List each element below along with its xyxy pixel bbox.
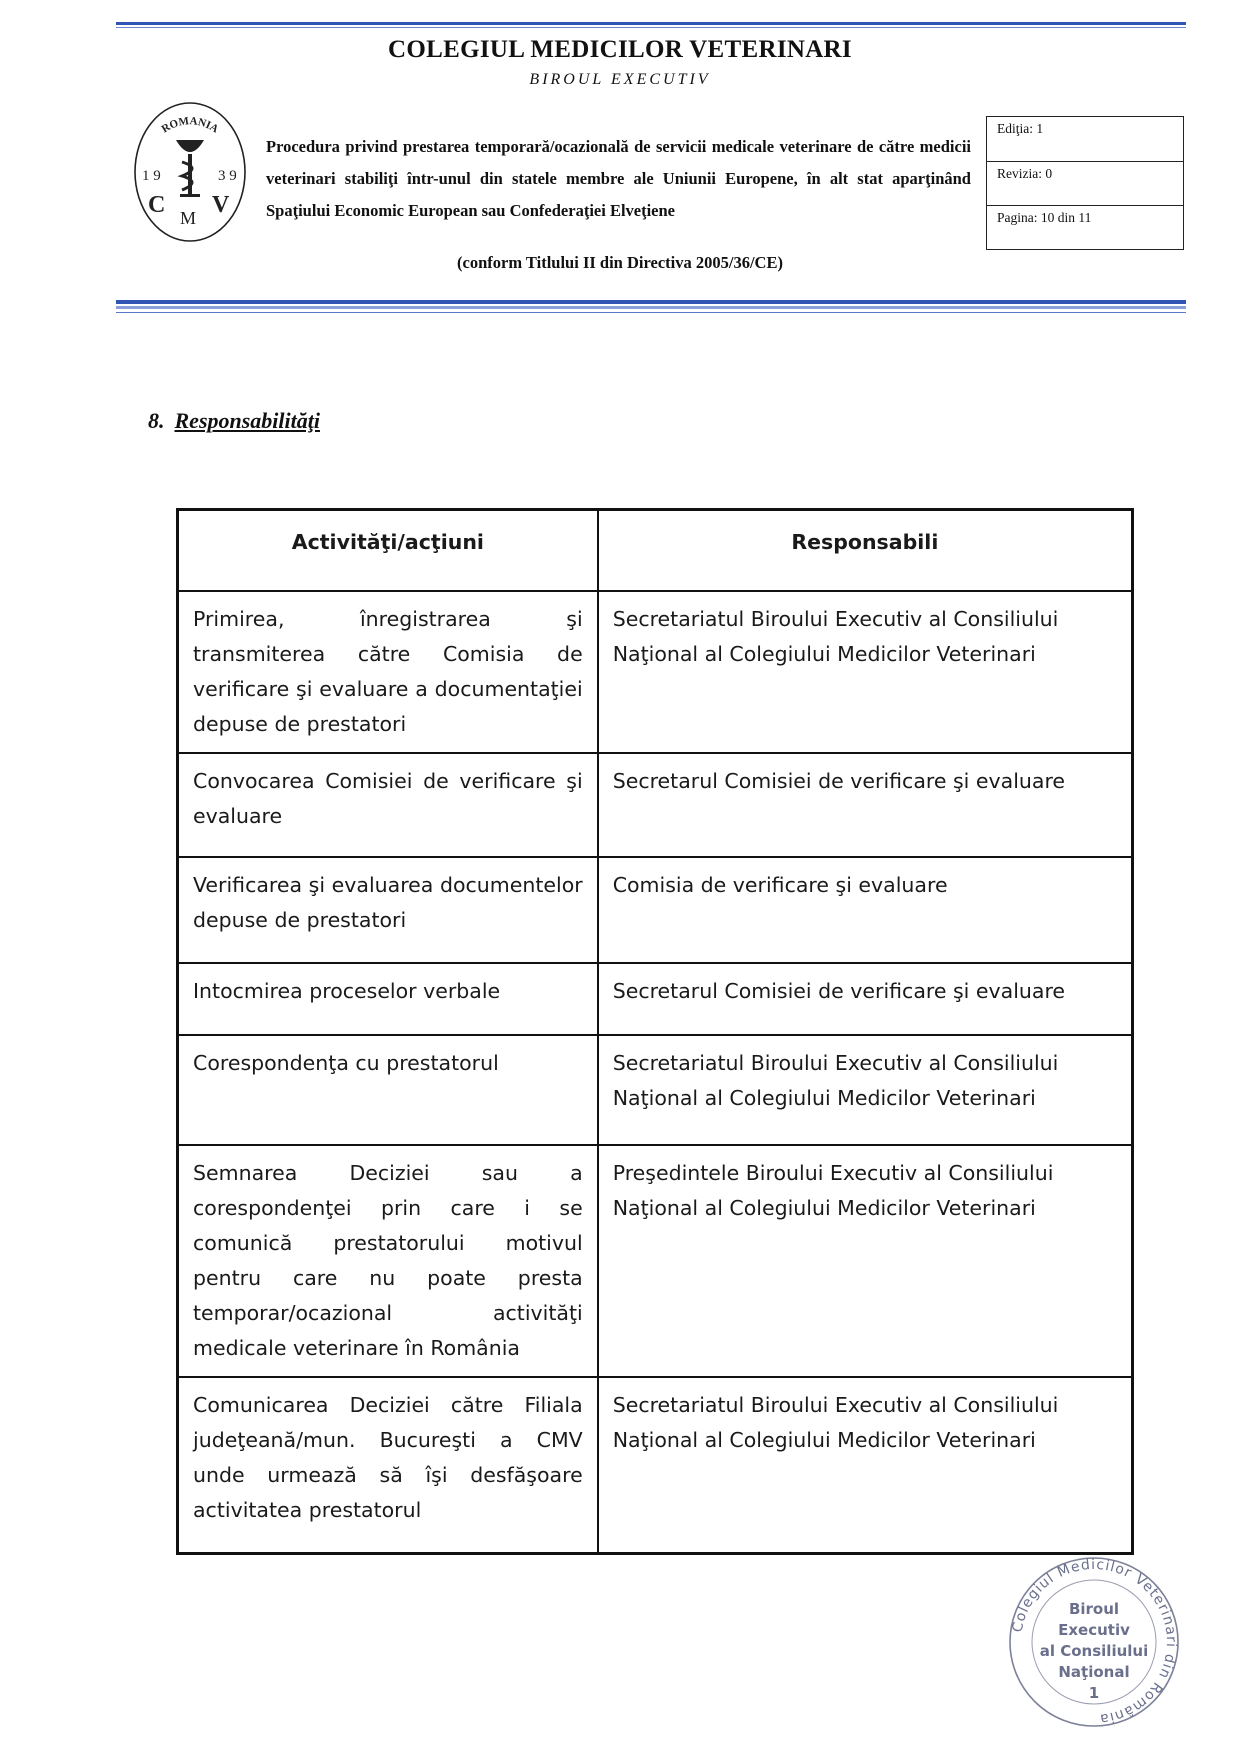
section-heading [148, 408, 320, 434]
stamp-line2: Executiv [1058, 1621, 1130, 1639]
revision-value: Revizia: 0 [987, 161, 1183, 205]
responsible-cell: Secretarul Comisiei de verificare şi evaluare [598, 963, 1133, 1035]
edition-box [986, 116, 1184, 250]
table-row [178, 591, 1133, 753]
responsible-cell: Secretariatul Biroului Executiv al Consiliului Naţional al Colegiului Medicilor Veterinari [598, 1035, 1133, 1145]
header-bottom-rule-3 [116, 312, 1186, 313]
responsible-cell: Preşedintele Biroului Executiv al Consiliului Naţional al Colegiului Medicilor Veterinari [598, 1145, 1133, 1377]
logo-letter-c: C [148, 192, 166, 218]
activity-cell: Corespondenţa cu prestatorul [178, 1035, 598, 1145]
activity-cell: Verificarea şi evaluarea documentelor depuse de prestatori [178, 857, 598, 963]
table-row [178, 1377, 1133, 1553]
header-bottom-rule-2 [116, 306, 1186, 309]
activity-cell: Comunicarea Deciziei către Filiala judeţeană/mun. Bucureşti a CMV unde urmează să îşi desfăşoare activitatea prestatorul [178, 1377, 598, 1553]
official-stamp [1004, 1552, 1184, 1732]
procedure-title: Procedura privind prestarea temporară/ocazională de servicii medicale veterinare de către medicii veterinari stabiliţi într-unul din statele membre ale Uniunii Europene, în alt stat aparţinând Spaţiului Economic European sau Confederaţiei Elveţiene [266, 137, 971, 220]
logo-letter-v: V [212, 192, 230, 218]
activity-cell: Primirea, înregistrarea şi transmiterea către Comisia de verificare şi evaluare a documentaţiei depuse de prestatori [178, 591, 598, 753]
responsible-cell: Secretarul Comisiei de verificare şi evaluare [598, 753, 1133, 857]
section-title: Responsabilităţi [174, 408, 320, 433]
responsibilities-table [176, 508, 1134, 1555]
cup-serpent-icon [176, 140, 204, 197]
responsible-cell: Comisia de verificare şi evaluare [598, 857, 1133, 963]
stamp-line4: Naţional [1058, 1663, 1130, 1681]
activity-cell: Convocarea Comisiei de verificare şi evaluare [178, 753, 598, 857]
responsible-cell: Secretariatul Biroului Executiv al Consiliului Naţional al Colegiului Medicilor Veterinari [598, 1377, 1133, 1553]
table-row [178, 963, 1133, 1035]
table-row [178, 857, 1133, 963]
cmv-logo [132, 98, 248, 246]
table-row [178, 753, 1133, 857]
header-bottom-rule [116, 300, 1186, 304]
stamp-number: 1 [1088, 1684, 1100, 1702]
svg-text:ROMANIA [160, 115, 221, 135]
table-row [178, 1145, 1133, 1377]
section-number: 8. [148, 408, 165, 433]
directive-reference: (conform Titlului II din Directiva 2005/36/CE) [457, 253, 783, 272]
table-header-row [178, 510, 1133, 592]
department-subtitle: BIROUL EXECUTIV [529, 71, 711, 88]
logo-top-text: ROMANIA [159, 115, 221, 136]
activity-cell: Intocmirea proceselor verbale [178, 963, 598, 1035]
stamp-line1: Biroul [1068, 1600, 1120, 1618]
column-header-responsible: Responsabili [598, 510, 1133, 592]
header-top-rule-thin [116, 27, 1186, 28]
activity-cell: Semnarea Deciziei sau a corespondenţei prin care i se comunică prestatorului motivul pentru care nu poate presta temporar/ocazional activităţi medicale veterinare în România [178, 1145, 598, 1377]
header-top-rule [116, 22, 1186, 25]
stamp-ring-text: Colegiul Medicilor Veterinari din România [1009, 1556, 1180, 1727]
responsible-cell: Secretariatul Biroului Executiv al Consiliului Naţional al Colegiului Medicilor Veterinari [598, 591, 1133, 753]
table-row [178, 1035, 1133, 1145]
stamp-line3: al Consiliului [1039, 1642, 1149, 1660]
edition-value: Ediţia: 1 [997, 121, 1044, 136]
logo-year-left: 1 9 [142, 168, 161, 184]
organization-title: COLEGIUL MEDICILOR VETERINARI [388, 36, 852, 63]
logo-year-right: 3 9 [218, 168, 237, 184]
page-value: Pagina: 10 din 11 [987, 205, 1183, 249]
logo-letter-m: M [180, 208, 197, 228]
column-header-activities: Activităţi/acţiuni [178, 510, 598, 592]
